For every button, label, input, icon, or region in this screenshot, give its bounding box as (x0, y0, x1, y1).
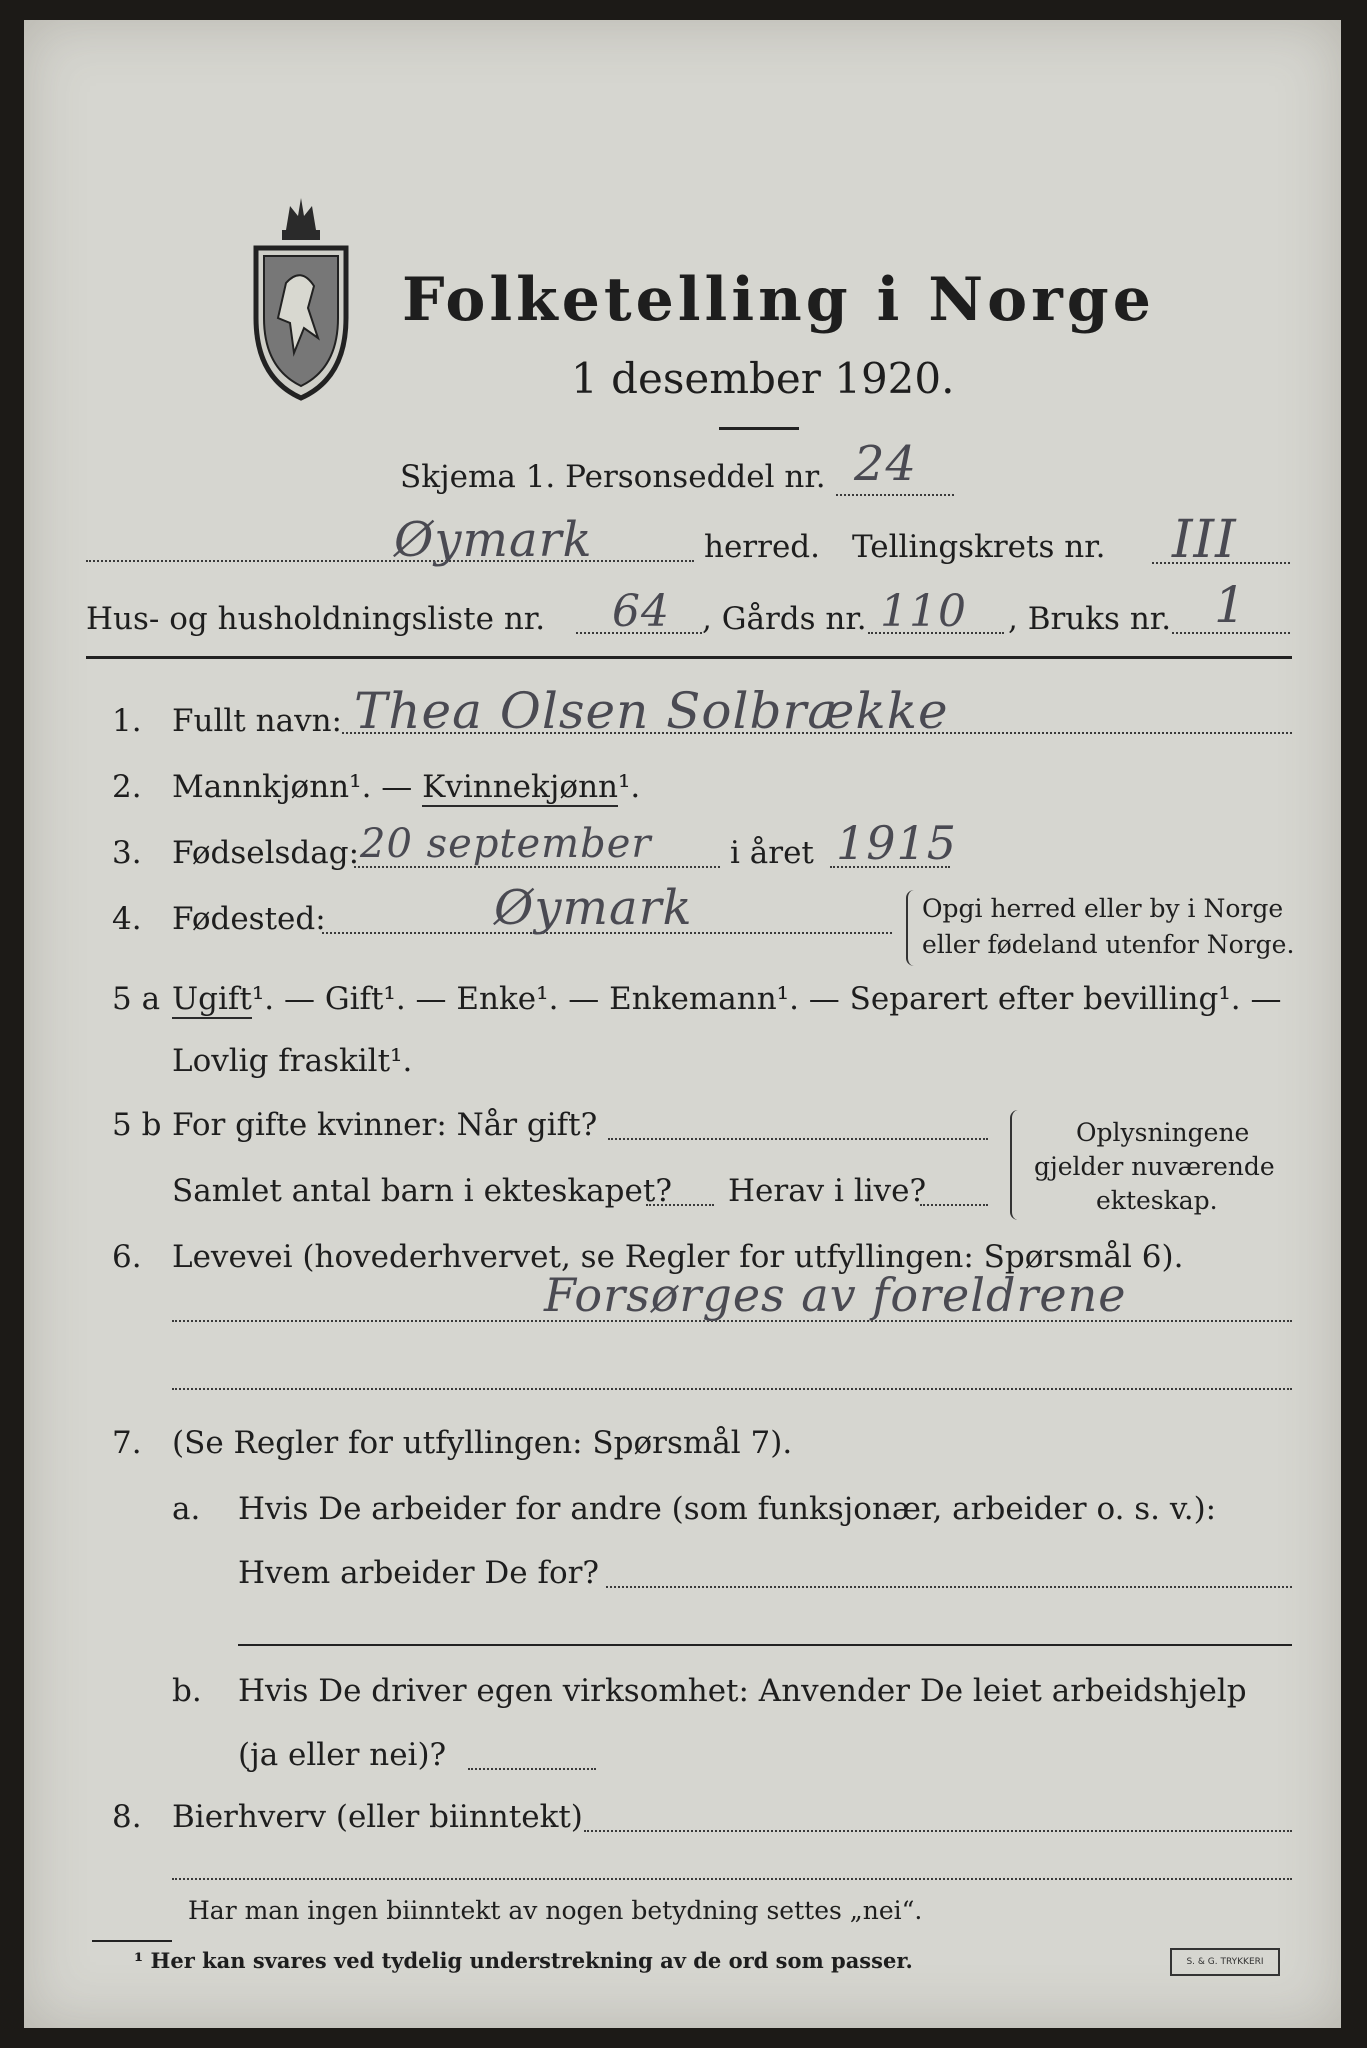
herred-label: herred. (704, 529, 820, 565)
q2-label (172, 769, 641, 805)
q5b-label: For gifte kvinner: Når gift? (172, 1107, 598, 1143)
ugift-option-underlined[interactable]: Ugift (172, 981, 252, 1017)
birth-year-value[interactable]: 1915 (836, 816, 958, 870)
q2-footnote-mark: ¹. (618, 769, 641, 805)
form-title: Folketelling i Norge (402, 265, 1155, 335)
q5a-number: 5 a (112, 981, 161, 1017)
kvinnekjonn-option-underlined[interactable]: Kvinnekjønn (422, 769, 618, 805)
q5b-alive-line (920, 1204, 988, 1206)
tellingskrets-label: Tellingskrets nr. (852, 529, 1106, 565)
tellingskrets-value[interactable]: III (1172, 510, 1237, 570)
q1-number: 1. (112, 703, 142, 739)
q5b-number: 5 b (112, 1107, 162, 1143)
printer-stamp (1170, 1948, 1280, 1976)
q5b-note-brace (1010, 1110, 1022, 1220)
q5b-children-label: Samlet antal barn i ekteskapet? (172, 1173, 672, 1209)
footnote: ¹ Her kan svares ved tydelig understrekning av de ord som passer. (134, 1948, 913, 1973)
q5a-line2[interactable]: Lovlig fraskilt¹. (172, 1043, 413, 1079)
bruks-label: , Bruks nr. (1008, 601, 1172, 637)
q6-label: Levevei (hovederhvervet, se Regler for utfyllingen: Spørsmål 6). (172, 1239, 1184, 1275)
occupation-value[interactable]: Forsørges av foreldrene (544, 1268, 1127, 1322)
q3-year-label: i året (730, 835, 814, 871)
census-form-sheet (24, 20, 1341, 2028)
header-divider (86, 656, 1292, 659)
q4-note-line1: Opgi herred eller by i Norge (922, 894, 1284, 923)
birthplace-value[interactable]: Øymark (494, 880, 693, 936)
gards-label: , Gårds nr. (702, 601, 867, 637)
q4-note-brace (906, 890, 918, 966)
q4-number: 4. (112, 901, 142, 937)
q7a-line1 (606, 1586, 1292, 1588)
q5a-other-options[interactable]: ¹. — Gift¹. — Enke¹. — Enkemann¹. — Separert efter bevilling¹. — (251, 981, 1282, 1017)
q7-number: 7. (112, 1425, 142, 1461)
q8-note: Har man ingen biinntekt av nogen betydning settes „nei“. (188, 1896, 923, 1925)
gards-value[interactable]: 110 (880, 586, 967, 637)
q5b-alive-label: Herav i live? (728, 1173, 927, 1209)
q7a-letter: a. (172, 1491, 201, 1527)
q4-label: Fødested: (172, 901, 326, 937)
q3-number: 3. (112, 835, 142, 871)
q4-note-line2: eller fødeland utenfor Norge. (922, 930, 1295, 959)
q8-label: Bierhverv (eller biinntekt) (172, 1799, 583, 1835)
q2-number: 2. (112, 769, 142, 805)
q5a-options (172, 981, 1282, 1017)
q7b-letter: b. (172, 1673, 202, 1709)
norwegian-coat-of-arms-icon (246, 188, 356, 408)
personseddel-line (836, 494, 954, 496)
schema-label: Skjema 1. Personseddel nr. (400, 459, 826, 495)
bruks-value[interactable]: 1 (1214, 576, 1247, 634)
q7b-label-2: (ja eller nei)? (238, 1737, 447, 1773)
q5b-married-line (608, 1138, 988, 1140)
q8-line1 (584, 1830, 1292, 1832)
q7a-line2 (238, 1644, 1292, 1646)
printer-stamp-text: S. & G. TRYKKERI (1186, 1957, 1264, 1967)
birthday-value[interactable]: 20 september (360, 821, 652, 867)
q5b-note-line1: Oplysningene (1076, 1118, 1250, 1147)
q7a-label-2: Hvem arbeider De for? (238, 1555, 600, 1591)
q6-line2 (172, 1388, 1292, 1390)
footnote-divider (92, 1940, 172, 1942)
herred-value[interactable]: Øymark (394, 512, 593, 568)
q5b-note-line3: ekteskap. (1096, 1186, 1218, 1215)
mannkjonn-option[interactable]: Mannkjønn¹. — (172, 769, 423, 805)
full-name-value[interactable]: Thea Olsen Solbrække (354, 682, 949, 740)
q6-number: 6. (112, 1239, 142, 1275)
q5b-note-line2: gjelder nuværende (1034, 1152, 1275, 1181)
herred-line (86, 560, 694, 562)
personseddel-nr-value[interactable]: 24 (854, 436, 918, 492)
q7b-line (468, 1768, 596, 1770)
title-divider (719, 427, 799, 430)
q5b-children-line (646, 1204, 714, 1206)
form-date: 1 desember 1920. (571, 354, 955, 403)
q3-label: Fødselsdag: (172, 835, 360, 871)
q7-label: (Se Regler for utfyllingen: Spørsmål 7). (172, 1425, 793, 1461)
hus-value[interactable]: 64 (612, 586, 670, 637)
hus-label: Hus- og husholdningsliste nr. (86, 601, 546, 637)
q8-line2 (172, 1878, 1292, 1880)
q1-label: Fullt navn: (172, 703, 342, 739)
q8-number: 8. (112, 1799, 142, 1835)
q7a-label: Hvis De arbeider for andre (som funksjonær, arbeider o. s. v.): (238, 1491, 1217, 1527)
q7b-label: Hvis De driver egen virksomhet: Anvender De leiet arbeidshjelp (238, 1673, 1247, 1709)
